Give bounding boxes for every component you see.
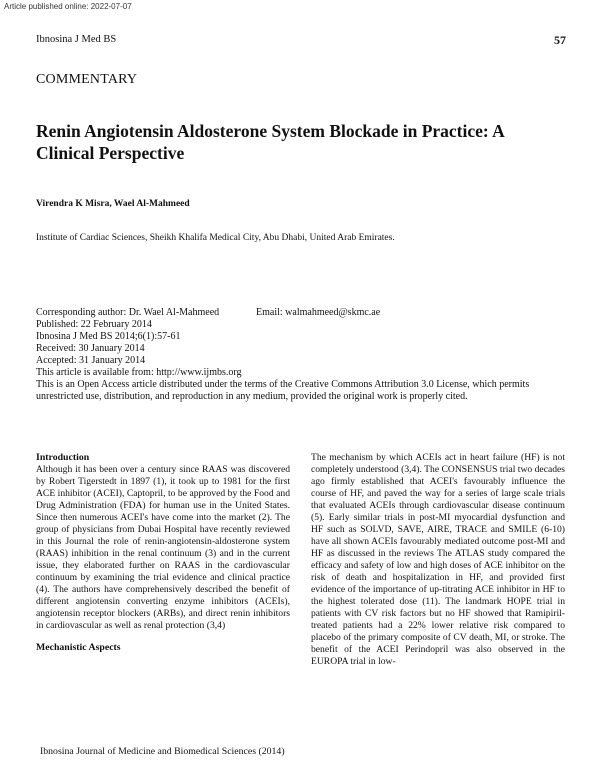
availability-link[interactable]: This article is available from: http://www.ijmbs.org [36,367,242,378]
authors: Virendra K Misra, Wael Al-Mahmeed [36,199,190,209]
email-link[interactable]: Email: walmahmeed@skmc.ae [256,307,381,318]
section-label: COMMENTARY [36,72,138,87]
right-column [311,452,565,668]
page-number: 57 [554,33,566,47]
citation: Ibnosina J Med BS 2014;6(1):57-61 [36,331,181,342]
page-footer: Ibnosina Journal of Medicine and Biomedical Sciences (2014) [40,746,285,757]
accepted-date: Accepted: 31 January 2014 [36,355,146,366]
received-date: Received: 30 January 2014 [36,343,145,354]
intro-heading: Introduction [36,452,90,463]
left-column [36,452,290,654]
article-metadata [36,307,566,403]
mechanism-paragraph: The mechanism by which ACEIs act in heart failure (HF) is not completely understood (3,4). The CONSENSUS trial two decades ago firmly established that ACEI's favourably influence the course of HF, and paved the way for a series of large scale trials that evaluated ACEIs through cardiovascular disease continuum (5). Early similar trials in post-MI myocardial dysfunction and HF such as SOLVD, SAVE, AIRE, TRACE and SMILE (6-10) have all shown ACEIs favourably mediated outcome post-MI and HF as discussed in the reviews The ATLAS study compared the efficacy and safety of low and high doses of ACE inhibitor on the risk of death and hospitalization in HF, and provided first evidence of the importance of up-titrating ACE inhibitor in HF to the highest tolerated dose (11). The landmark HOPE trial in patients with CV risk factors but no HF showed that Ramipiril-treated patients had a 22% lower relative risk compared to placebo of the primary composite of CV death, MI, or stroke. The benefit of the ACEI Perindopril was also observed in the EUROPA trial in low- [311,452,565,667]
article-title: Renin Angiotensin Aldosterone System Blockade in Practice: A Clinical Perspective [36,121,504,163]
mechanistic-heading: Mechanistic Aspects [36,642,121,653]
affiliation: Institute of Cardiac Sciences, Sheikh Khalifa Medical City, Abu Dhabi, United Arab Emirates. [36,233,395,243]
published-date: Published: 22 February 2014 [36,319,152,330]
journal-header: Ibnosina J Med BS [36,34,117,45]
corresponding-author: Corresponding author: Dr. Wael Al-Mahmeed [36,307,220,318]
published-note: Article published online: 2022-07-07 [4,2,132,11]
intro-paragraph: Although it has been over a century since RAAS was discovered by Robert Tigerstedt in 1897 (1), it took up to 1981 for the first ACE inhibitor (ACEI), Captopril, to be approved by the Food and Drug Administration (FDA) for human use in the United States. Since then numerous ACEI's have come into the market (2). The group of physicians from Dubai Hospital have recently reviewed in this Journal the role of renin-angiotensin-aldosterone system (RAAS) inhibition in the renal continuum (3) and in the current issue, they elaborated further on RAAS in the cardiovascular continuum by examining the trial evidence and clinical practice (4). The authors have comprehensively described the benefit of different angiotensin converting enzyme inhibitors (ACEIs), angiotensin receptor blockers (ARBs), and direct renin inhibitors in cardiovascular as well as renal protection (3,4) [36,464,290,631]
license-text: This is an Open Access article distributed under the terms of the Creative Commons Attribution 3.0 License, which permits unrestricted use, distribution, and reproduction in any medium, provided the original work is properly cited. [36,379,530,402]
